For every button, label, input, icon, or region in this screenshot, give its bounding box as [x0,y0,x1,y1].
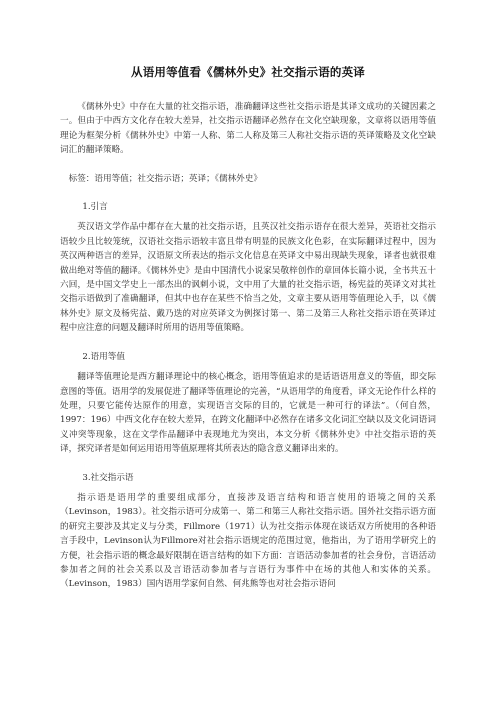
section-body-pragmatic-equivalence: 翻译等值理论是西方翻译理论中的核心概念，语用等值追求的是话语语用意义的等值，即交际意图的等值。语用学的发展促进了翻译等值理论的完善，“从语用学的角度看，译文无论作什么样的处理，只要它能传达原作的用意，实现语言交际的目的，它就是一种可行的译法”。（何自然，1997：196）中西文化存在较大差异，在跨文化翻译中必然存在诸多文化词汇空缺以及文化词语词义冲突等现象，这在文学作品翻译中表现地尤为突出，本文分析《儒林外史》中社交指示语的英译，探究译者是如何运用语用等值原理将其所表达的隐含意义翻译出来的。 [60,372,436,455]
section-heading-introduction: 1.引言 [82,202,108,213]
section-body-introduction: 英汉语文学作品中都存在大量的社交指示语，且英汉社交指示语存在很大差异，英语社交指示语较少且比较笼统，汉语社交指示语较丰富且带有明显的民族文化色彩，在实际翻译过程中，因为英汉两种语言的差异，汉语原文所表达的指示文化信息在英译文中易出现缺失现象，译者也就很难做出绝对等值的翻译。《儒林外史》是由中国清代小说家吴敬梓创作的章回体长篇小说，全书共五十六回，是中国文学史上一部杰出的讽刺小说，文中用了大量的社交指示语，杨宪益的英译文对其社交指示语做到了准确翻译，但其中也存在某些不恰当之处，文章主要从语用等值理论入手，以《儒林外史》原文及杨宪益、戴乃迭的对应英译文为例探讨第一、第二及第三人称社交指示语在英译过程中应注意的问题及翻译时所用的语用等值策略。 [60,222,436,334]
paper-title: 从语用等值看《儒林外史》社交指示语的英译 [131,65,365,79]
section-heading-pragmatic-equivalence: 2.语用等值 [82,351,125,362]
abstract-paragraph: 《儒林外史》中存在大量的社交指示语，准确翻译这些社交指示语是其译文成功的关键因素之一。但由于中西方文化存在较大差异，社交指示语翻译必然存在文化空缺现象，文章将以语用等值理论为框架分析《儒林外史》中第一人称、第二人称及第三人称社交指示语的英译策略及文化空缺词汇的翻译策略。 [60,102,436,156]
section-heading-social-deixis: 3.社交指示语 [82,472,134,483]
section-body-social-deixis: 指示语是语用学的重要组成部分，直接涉及语言结构和语言使用的语境之间的关系（Levinson，1983）。社交指示语可分成第一、第二和第三人称社交指示语。国外社交指示语方面的研究主要涉及其定义与分类，Fillmore（1971）认为社交指示体现在谈话双方所使用的各种语言手段中，Levinson认为Fillmore对社会指示语规定的范围过宽，他指出，为了语用学研究上的方便，社会指示语的概念最好限制在语言结构的如下方面：言语活动参加者的社会身份，言语活动参加者之间的社会关系以及言语活动参加者与言语行为事件中在场的其他人和实体的关系。（Levinson，1983）国内语用学家何自然、何兆熊等也对社会指示语问 [60,492,436,590]
keywords-line: 标签：语用等值；社交指示语；英译；《儒林外史》 [68,173,262,184]
